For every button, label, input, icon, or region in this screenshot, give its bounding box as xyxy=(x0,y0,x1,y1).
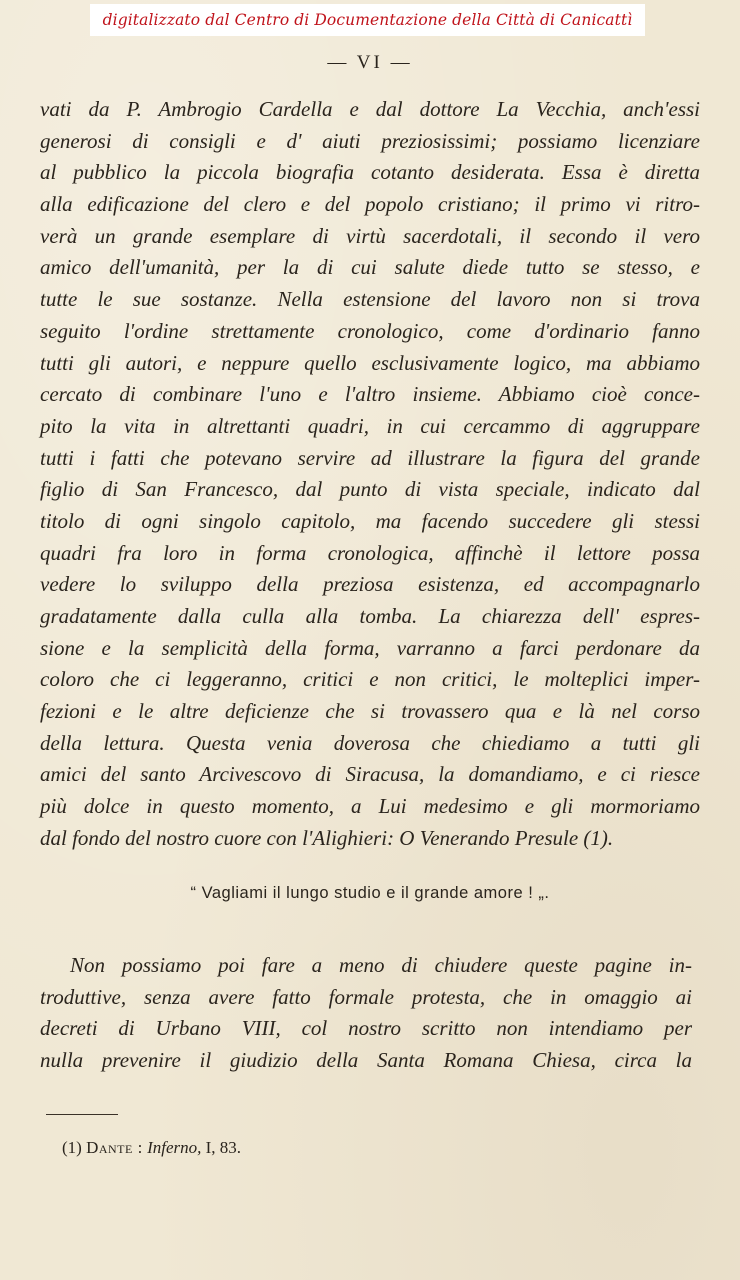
text-line: vati da P. Ambrogio Cardella e dal dottore La Vecchia, anch'essi xyxy=(40,97,700,121)
text-line: coloro che ci leggeranno, critici e non critici, le molteplici imper- xyxy=(40,667,700,692)
text-line: figlio di San Francesco, dal punto di vista speciale, indicato dal xyxy=(40,477,700,502)
text-line: della lettura. Questa venia doverosa che chiediamo a tutti gli xyxy=(40,730,700,755)
page-number: — VI — xyxy=(327,52,413,73)
text-line: quadri fra loro in forma cronologica, affinchè il lettore possa xyxy=(40,540,700,565)
text-line: più dolce in questo momento, a Lui medesimo e gli mormoriamo xyxy=(40,794,700,819)
footnote xyxy=(62,1138,241,1158)
footnote-divider xyxy=(46,1114,118,1115)
text-line: gradatamente dalla culla alla tomba. La chiarezza dell' espres- xyxy=(40,604,700,628)
text-line: al pubblico la piccola biografia cotanto desiderata. Essa è diretta xyxy=(40,160,700,185)
text-line: tutti i fatti che potevano servire ad illustrare la figura del grande xyxy=(40,445,700,470)
text-line: generosi di consigli e d' aiuti preziosissimi; possiamo licenziare xyxy=(40,128,700,153)
text-line: dal fondo del nostro cuore con l'Alighieri: O Venerando Presule (1). xyxy=(40,825,614,850)
text-line: troduttive, senza avere fatto formale protesta, che in omaggio ai xyxy=(40,984,692,1009)
text-line: alla edificazione del clero e del popolo cristiano; il primo vi ritro- xyxy=(40,192,700,217)
text-line: seguito l'ordine strettamente cronologico, come d'ordinario fanno xyxy=(40,318,700,343)
footnote-marker: (1) xyxy=(62,1138,82,1157)
text-line: cercato di combinare l'uno e l'altro insieme. Abbiamo cioè conce- xyxy=(40,382,700,407)
text-line: verà un grande esemplare di virtù sacerdotali, il secondo il vero xyxy=(40,223,700,248)
text-line: fezioni e le altre deficienze che si trovassero qua e là nel corso xyxy=(40,699,700,724)
text-line: amici del santo Arcivescovo di Siracusa, la domandiamo, e ci riesce xyxy=(40,762,700,787)
text-line: Non possiamo poi fare a meno di chiudere queste pagine in- xyxy=(70,953,692,977)
text-line: decreti di Urbano VIII, col nostro scritto non intendiamo per xyxy=(40,1016,692,1041)
digitization-watermark: digitalizzato dal Centro di Documentazione della Città di Canicattì xyxy=(90,4,645,36)
footnote-reference: I, 83. xyxy=(205,1138,242,1157)
text-line: tutte le sue sostanze. Nella estensione del lavoro non si trova xyxy=(40,287,700,312)
text-line: vedere lo sviluppo della preziosa esistenza, ed accompagnarlo xyxy=(40,572,700,597)
text-line: pito la vita in altrettanti quadri, in cui cercammo di aggruppare xyxy=(40,413,700,438)
text-line: sione e la semplicità della forma, varranno a farci perdonare da xyxy=(40,635,700,660)
text-line: tutti gli autori, e neppure quello esclusivamente logico, ma abbiamo xyxy=(40,350,700,375)
paragraph-2 xyxy=(40,950,692,1077)
paragraph-1 xyxy=(40,94,700,855)
text-line: titolo di ogni singolo capitolo, ma facendo succedere gli stessi xyxy=(40,508,700,533)
dante-quotation: “ Vagliami il lungo studio e il grande amore ! „. xyxy=(190,884,550,902)
footnote-author: Dante : xyxy=(86,1138,143,1157)
text-line: amico dell'umanità, per la di cui salute diede tutto se stesso, e xyxy=(40,255,700,280)
footnote-work: Inferno, xyxy=(147,1138,202,1157)
text-line: nulla prevenire il giudizio della Santa Romana Chiesa, circa la xyxy=(40,1048,692,1073)
